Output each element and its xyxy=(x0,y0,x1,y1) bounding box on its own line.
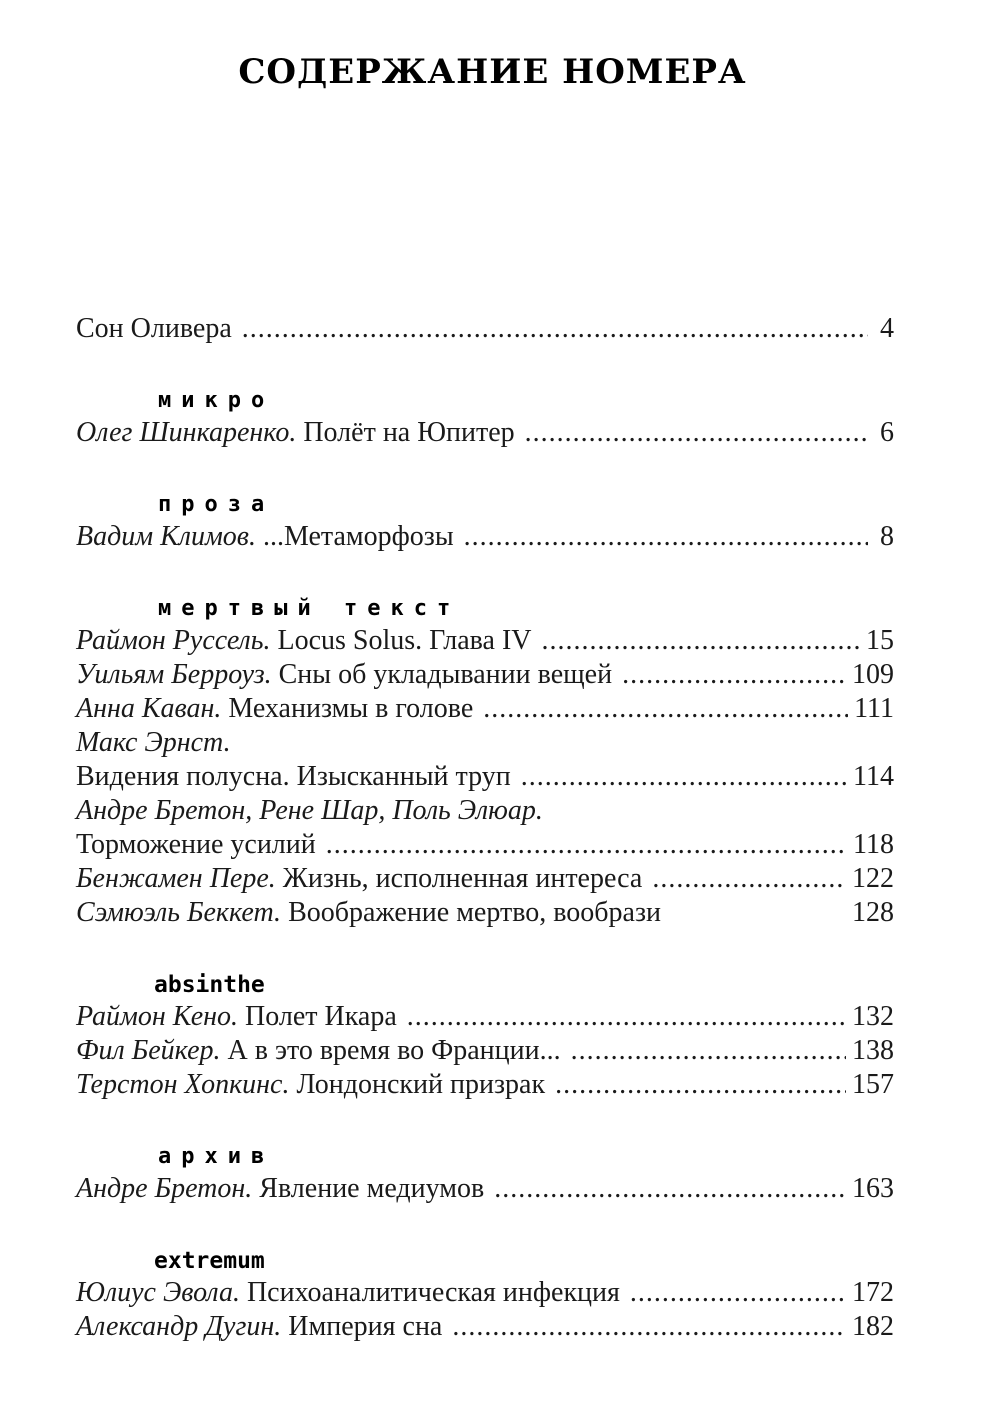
entry-author: Олег Шинкаренко. xyxy=(76,417,297,448)
entry-title: Механизмы в голове xyxy=(228,693,474,724)
dot-leader xyxy=(464,520,868,554)
toc-entry xyxy=(76,692,894,726)
dot-leader xyxy=(652,862,846,896)
dot-leader xyxy=(630,1276,846,1310)
toc-entry xyxy=(76,1068,894,1102)
entry-page-number: 172 xyxy=(852,1277,894,1308)
section-heading-archive: архив xyxy=(158,1144,275,1169)
toc-entry-intro xyxy=(76,312,894,346)
entry-page-number: 157 xyxy=(852,1069,894,1100)
entry-page-number: 163 xyxy=(852,1173,894,1204)
page-title: СОДЕРЖАНИЕ НОМЕРА xyxy=(238,52,747,92)
entry-author: Уильям Берроуз. xyxy=(76,659,272,690)
entry-author: Раймон Руссель. xyxy=(76,625,271,656)
entry-author: Анна Каван. xyxy=(76,693,222,724)
entry-title: Видения полусна. Изысканный труп xyxy=(76,761,511,792)
toc-entry xyxy=(76,416,894,450)
entry-title: Явление медиумов xyxy=(259,1173,485,1204)
toc-entry xyxy=(76,760,894,794)
dot-leader xyxy=(622,658,846,692)
entry-title: А в это время во Франции... xyxy=(227,1035,561,1066)
entry-page-number: 15 xyxy=(866,625,894,656)
entry-title: Лондонский призрак xyxy=(296,1069,546,1100)
entry-author: Юлиус Эвола. xyxy=(76,1277,240,1308)
entry-author: Александр Дугин. xyxy=(76,1311,282,1342)
entry-page-number: 6 xyxy=(880,417,894,448)
entry-title: Сны об укладывании вещей xyxy=(278,659,613,690)
dot-leader xyxy=(326,828,847,862)
entry-page-number: 122 xyxy=(852,863,894,894)
dot-leader xyxy=(525,416,868,450)
entry-title: Locus Solus. Глава IV xyxy=(277,625,532,656)
entry-author: Раймон Кено. xyxy=(76,1001,239,1032)
entry-title: Психоаналитическая инфекция xyxy=(246,1277,620,1308)
section-heading-absinthe: absinthe xyxy=(154,972,265,998)
toc-entry xyxy=(76,520,894,554)
entry-author: Вадим Климов. xyxy=(76,521,256,552)
toc-entry-author-line xyxy=(76,726,894,760)
section-heading-proza: проза xyxy=(158,492,275,517)
dot-leader xyxy=(483,692,848,726)
entry-page-number: 109 xyxy=(852,659,894,690)
entry-author: Бенжамен Пере. xyxy=(76,863,276,894)
entry-page-number: 4 xyxy=(880,313,894,344)
entry-author: Андре Бретон, Рене Шар, Поль Элюар. xyxy=(76,795,543,826)
entry-page-number: 182 xyxy=(852,1311,894,1342)
section-heading-mikro: микро xyxy=(158,388,275,413)
entry-title: Жизнь, исполненная интереса xyxy=(282,863,643,894)
entry-author: Андре Бретон. xyxy=(76,1173,253,1204)
entry-page-number: 114 xyxy=(853,761,894,792)
toc-entry xyxy=(76,1172,894,1206)
dot-leader xyxy=(494,1172,846,1206)
entry-author: Макс Эрнст. xyxy=(76,727,231,758)
entry-page-number: 132 xyxy=(852,1001,894,1032)
toc-entry xyxy=(76,624,894,658)
dot-leader xyxy=(541,624,860,658)
toc-entry xyxy=(76,862,894,896)
dot-leader xyxy=(521,760,847,794)
entry-title: Воображение мертво, вообрази xyxy=(288,897,662,928)
section-heading-dead-text: мертвый текст xyxy=(158,596,461,621)
entry-title: Полёт на Юпитер xyxy=(303,417,515,448)
toc-entry xyxy=(76,658,894,692)
toc-entry xyxy=(76,1276,894,1310)
toc-entry xyxy=(76,1034,894,1068)
table-of-contents xyxy=(76,312,894,1344)
entry-title: ...Метаморфозы xyxy=(262,521,454,552)
toc-entry xyxy=(76,828,894,862)
dot-leader xyxy=(452,1310,846,1344)
toc-entry xyxy=(76,896,894,930)
entry-page-number: 118 xyxy=(853,829,894,860)
toc-entry xyxy=(76,1000,894,1034)
entry-title: Торможение усилий xyxy=(76,829,316,860)
dot-leader xyxy=(571,1034,846,1068)
entry-author: Терстон Хопкинс. xyxy=(76,1069,290,1100)
entry-author: Фил Бейкер. xyxy=(76,1035,221,1066)
entry-title: Сон Оливера xyxy=(76,313,232,344)
dot-leader xyxy=(555,1068,846,1102)
section-heading-extremum: extremum xyxy=(154,1248,265,1274)
entry-title: Полет Икара xyxy=(245,1001,397,1032)
entry-page-number: 128 xyxy=(852,897,894,928)
entry-page-number: 138 xyxy=(852,1035,894,1066)
entry-title: Империя сна xyxy=(288,1311,443,1342)
entry-page-number: 8 xyxy=(880,521,894,552)
toc-entry-author-line xyxy=(76,794,894,828)
entry-page-number: 111 xyxy=(854,693,894,724)
dot-leader xyxy=(242,312,868,346)
dot-leader xyxy=(407,1000,846,1034)
entry-author: Сэмюэль Беккет. xyxy=(76,897,282,928)
toc-entry xyxy=(76,1310,894,1344)
